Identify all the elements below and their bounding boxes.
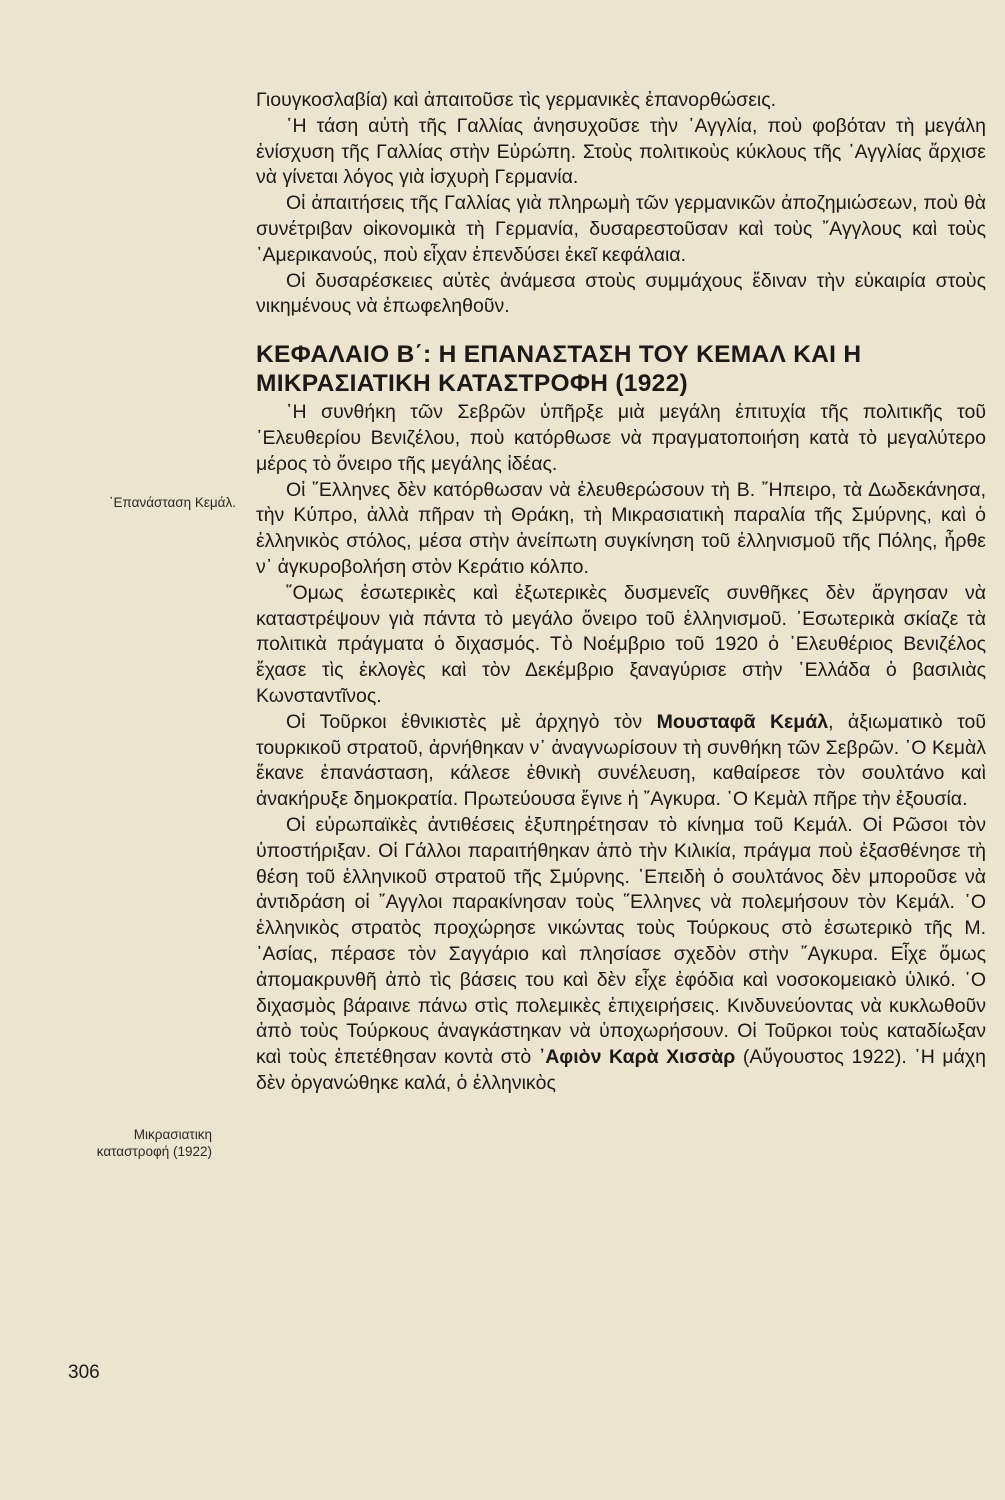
paragraph: ῾Η τάση αὐτὴ τῆς Γαλλίας ἀνησυχοῦσε τὴν ᾿Αγγλία, ποὺ φοβόταν τὴ μεγάλη ἐνίσχυση τῆς Γαλλίας στὴν Εὐρώπη. Στοὺς πολιτικοὺς κύκλους τῆς ᾿Αγγλίας ἄρχισε νὰ γίνεται λόγος γιὰ ἰσχυρὴ Γερμανία. xyxy=(256,114,986,189)
margin-note-line: Μικρασιατικη xyxy=(133,1127,212,1142)
paragraph: ῞Ομως ἐσωτερικὲς καὶ ἐξωτερικὲς δυσμενεῖς συνθῆκες δὲν ἄργησαν νὰ καταστρέψουν γιὰ πάντα τὸ μεγάλο ὄνειρο τοῦ ἑλληνισμοῦ. ᾿Εσωτερικὰ σκίαζε τὰ πολιτικὰ πράγματα ὁ διχασμός. Τὸ Νοέμβριο τοῦ 1920 ὁ ᾿Ελευθέριος Βενιζέλος ἔχασε τὶς ἐκλογὲς καὶ τὸν Δεκέμβριο ξαναγύρισε στὴν ῾Ελλάδα ὁ βασιλιὰς Κωνσταντῖνος. xyxy=(256,581,986,707)
paragraph: Οἱ ῞Ελληνες δὲν κατόρθωσαν νὰ ἐλευθερώσουν τὴ Β. ῎Ηπειρο, τὰ Δωδεκάνησα, τὴν Κύπρο, ἀλλὰ πῆραν τὴ Θράκη, τὴ Μικρασιατικὴ παραλία τῆς Σμύρνης, καὶ ὁ ἑλληνικὸς στόλος, μέσα στὴν ἀνείπωτη συγκίνηση τοῦ ἑλληνισμοῦ τῆς Πόλης, ἦρθε ν᾿ ἀγκυροβολήση στὸν Κεράτιο κόλπο. xyxy=(256,478,986,578)
paragraph: Οἱ ἀπαιτήσεις τῆς Γαλλίας γιὰ πληρωμὴ τῶν γερμανικῶν ἀποζημιώσεων, ποὺ θὰ συνέτριβαν οἰκονομικὰ τὴ Γερμανία, δυσαρεστοῦσαν καὶ τοὺς ῎Αγγλους καὶ τοὺς ᾿Αμερικανούς, ποὺ εἶχαν ἐπενδύσει ἐκεῖ κεφάλαια. xyxy=(256,192,986,266)
paragraph xyxy=(256,710,986,813)
margin-note-line: καταστροφή (1922) xyxy=(96,1144,212,1159)
paragraph xyxy=(256,813,986,1097)
paragraph: Γιουγκοσλαβία) καὶ ἀπαιτοῦσε τὶς γερμανικὲς ἐπανορθώσεις. xyxy=(256,89,777,111)
paragraph-text: , ἀξιωματικὸ τοῦ τουρκικοῦ στρατοῦ, ἀρνήθηκαν ν᾿ ἀναγνωρίσουν τὴ συνθήκη τῶν Σεβρῶν. ῾Ο Κεμὰλ ἔκανε ἐπανάσταση, κάλεσε ἐθνικὴ συνέλευση, καθαίρεσε τὸν σουλτάνο καὶ ἀνακήρυξε δημοκρατία. Πρωτεύουσα ἔγινε ἡ ῎Αγκυρα. ῾Ο Κεμὰλ πῆρε τὴν ἐξουσία. xyxy=(256,710,986,811)
chapter-heading-line: ΚΕΦΑΛΑΙΟ Β΄: Η ΕΠΑΝΑΣΤΑΣΗ ΤΟΥ ΚΕΜΑΛ ΚΑΙ Η xyxy=(256,341,862,369)
paragraph-text: (Αὔγουστος 1922). ῾Η μάχη δὲν ὀργανώθηκε καλά, ὁ ἑλληνικὸς xyxy=(256,1046,986,1094)
bold-name-mustafa-kemal: Μουσταφᾶ Κεμάλ xyxy=(656,710,829,733)
paragraph: ῾Η συνθήκη τῶν Σεβρῶν ὑπῆρξε μιὰ μεγάλη ἐπιτυχία τῆς πολιτικῆς τοῦ ᾿Ελευθερίου Βενιζέλου, ποὺ κατόρθωσε νὰ πραγματοποιήση κατὰ τὸ μεγαλύτερο μέρος τὸ ὄνειρο τῆς μεγάλης ἰδέας. xyxy=(256,401,986,475)
margin-note-asia-minor-catastrophe xyxy=(40,1126,212,1160)
chapter-heading xyxy=(256,340,986,398)
main-text-column xyxy=(256,88,986,1097)
margin-note-kemal-revolution: ᾿Επανάσταση Κεμάλ. xyxy=(109,495,236,510)
chapter-heading-line: ΜΙΚΡΑΣΙΑΤΙΚΗ ΚΑΤΑΣΤΡΟΦΗ (1922) xyxy=(256,370,688,398)
paragraph-text: Οἱ Τοῦρκοι ἐθνικιστὲς μὲ ἀρχηγὸ τὸν xyxy=(286,710,657,733)
paragraph: Οἱ δυσαρέσκειες αὐτὲς ἀνάμεσα στοὺς συμμάχους ἔδιναν τὴν εὐκαιρία στοὺς νικημένους νὰ ἐπωφεληθοῦν. xyxy=(256,269,986,318)
bold-place-afyon-karahisar: ᾿Αφιὸν Καρὰ Χισσὰρ xyxy=(538,1046,736,1069)
paragraph-text: Οἱ εὐρωπαϊκὲς ἀντιθέσεις ἐξυπηρέτησαν τὸ κίνημα τοῦ Κεμάλ. Οἱ Ρῶσοι τὸν ὑποστήριξαν. Οἱ Γάλλοι παραιτήθηκαν ἀπὸ τὴν Κιλικία, πράγμα ποὺ ἐξασθένησε τὴ θέση τοῦ ἑλληνικοῦ στρατοῦ τῆς Σμύρνης. ᾿Επειδὴ ὁ σουλτάνος δὲν μποροῦσε νὰ ἀντιδράση οἱ ῎Αγγλοι παρακίνησαν τοὺς ῞Ελληνες νὰ πολεμήσουν τὸν Κεμάλ. ῾Ο ἑλληνικὸς στρατὸς προχώρησε νικώντας τοὺς Τούρκους στὸ ἐσωτερικὸ τῆς Μ. ᾿Ασίας, πέρασε τὸν Σαγγάριο καὶ πλησίασε σχεδὸν στὴν ῎Αγκυρα. Εἶχε ὅμως ἀπομακρυνθῆ ἀπὸ τὶς βάσεις του καὶ δὲν εἶχε ἐφόδια καὶ νοσοκομειακὸ ὑλικό. ῾Ο διχασμὸς βάραινε πάνω στὶς πολεμικὲς ἐπιχειρήσεις. Κινδυνεύοντας νὰ κυκλωθοῦν ἀπὸ τοὺς Τούρκους ἀναγκάστηκαν νὰ ὑποχωρήσουν. Οἱ Τοῦρκοι τοὺς καταδίωξαν καὶ τοὺς ἐπετέθησαν κοντὰ στὸ xyxy=(256,813,986,1069)
page-number: 306 xyxy=(68,1362,100,1383)
